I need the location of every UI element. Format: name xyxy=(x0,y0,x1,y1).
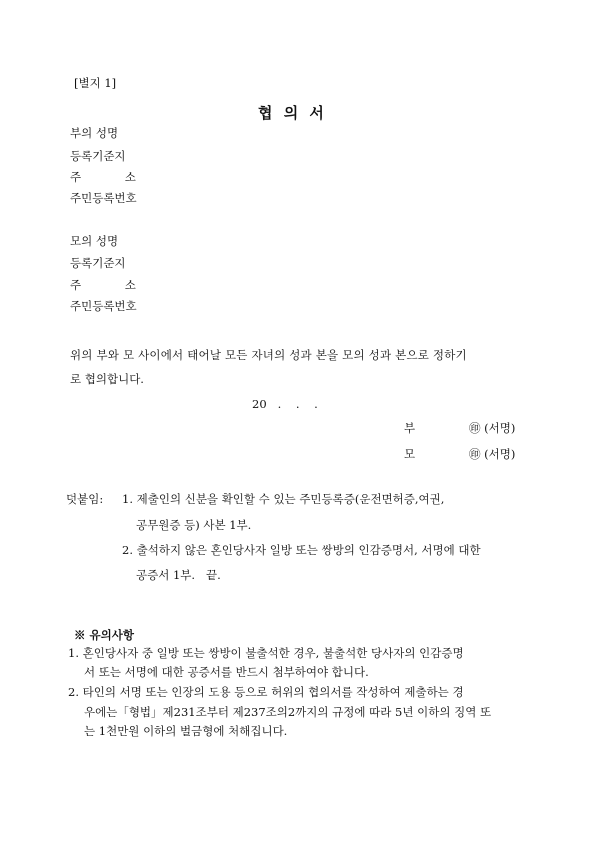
father-address-label: 주 소 xyxy=(70,170,136,184)
father-seal-mark: ㊞ (서명) xyxy=(469,421,516,435)
document-title: 협 의 서 xyxy=(258,104,327,122)
mother-address-label: 주 소 xyxy=(70,278,136,292)
attachments-label: 덧붙임: xyxy=(66,492,104,506)
mother-signature-label: 모 xyxy=(404,447,416,461)
mother-seal-mark: ㊞ (서명) xyxy=(469,447,516,461)
date-line: 20 . . . xyxy=(252,397,318,411)
attachment-label: [별지 1] xyxy=(74,76,117,90)
mother-name-label: 모의 성명 xyxy=(70,234,119,248)
mother-resident-no-label: 주민등록번호 xyxy=(70,299,137,313)
agreement-text-line2: 로 협의합니다. xyxy=(70,372,144,386)
note-2-line1: 2. 타인의 서명 또는 인장의 도용 등으로 허위의 협의서를 작성하여 제출하는 경 xyxy=(68,685,464,699)
note-1-line2: 서 또는 서명에 대한 공증서를 반드시 첨부하여야 합니다. xyxy=(84,665,369,679)
note-2-line2: 우에는「형법」제231조부터 제237조의2까지의 규정에 따라 5년 이하의 징역 또 xyxy=(84,705,492,719)
notes-heading: ※ 유의사항 xyxy=(74,628,134,642)
note-2-line3: 는 1천만원 이하의 벌금형에 처해집니다. xyxy=(84,724,288,738)
father-signature-label: 부 xyxy=(404,421,416,435)
father-resident-no-label: 주민등록번호 xyxy=(70,191,137,205)
attachment-item-1-line1: 1. 제출인의 신분을 확인할 수 있는 주민등록증(운전면허증,여권, xyxy=(122,492,445,506)
attachment-item-1-line2: 공무원증 등) 사본 1부. xyxy=(136,518,252,532)
agreement-text-line1: 위의 부와 모 사이에서 태어날 모든 자녀의 성과 본을 모의 성과 본으로 정하기 xyxy=(70,348,467,362)
father-registry-label: 등록기준지 xyxy=(70,149,126,163)
mother-registry-label: 등록기준지 xyxy=(70,256,126,270)
father-name-label: 부의 성명 xyxy=(70,126,119,140)
attachment-item-2-line2: 공증서 1부. 끝. xyxy=(136,568,221,582)
attachment-item-2-line1: 2. 출석하지 않은 혼인당사자 일방 또는 쌍방의 인감증명서, 서명에 대한 xyxy=(122,543,481,557)
note-1-line1: 1. 혼인당사자 중 일방 또는 쌍방이 불출석한 경우, 불출석한 당사자의 인감증명 xyxy=(68,646,464,660)
